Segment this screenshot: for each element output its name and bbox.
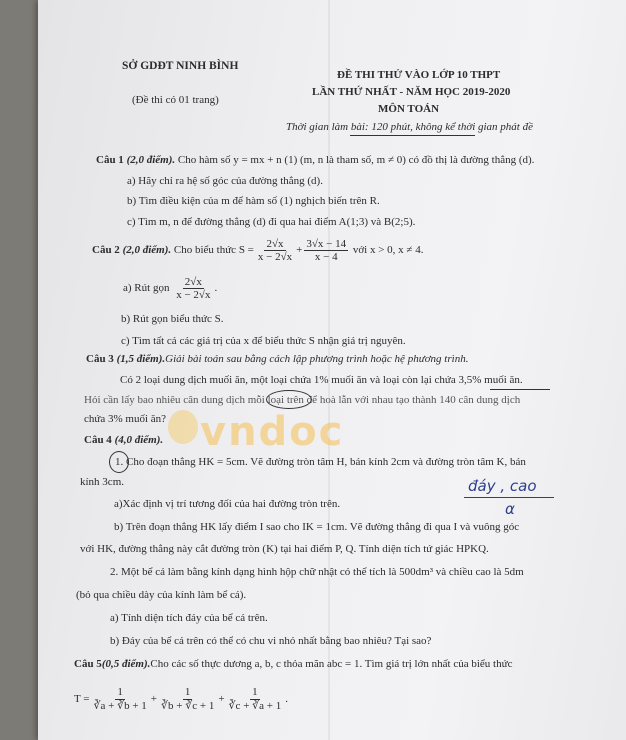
watermark: vndoc <box>200 409 345 455</box>
q4-p2a: a) Tính diện tích đáy của bể cá trên. <box>110 612 268 624</box>
q3-text: Câu 3 (1,5 điểm).Giải bài toán sau bằng cách lập phương trình hoặc hệ phương trình. <box>86 353 469 365</box>
q2-b: b) Rút gọn biểu thức S. <box>121 313 224 325</box>
q4-a: a)Xác định vị trí tương đối của hai đường tròn trên. <box>114 498 341 510</box>
q4-heading: Câu 4 (4,0 điểm). <box>84 434 164 446</box>
q4-p1: 1. Cho đoạn thẳng HK = 5cm. Vẽ đường tròn tâm H, bán kính 2cm và đường tròn tâm K, bán <box>115 456 526 468</box>
q4-p1b: kính 3cm. <box>80 476 124 488</box>
handwritten-fraction-bar <box>464 497 554 498</box>
q4-p2b: (bỏ qua chiều dày của kính làm bể cá). <box>76 589 247 601</box>
title-line2: LẦN THỨ NHẤT - NĂM HỌC 2019-2020 <box>312 86 511 98</box>
department: SỞ GDĐT NINH BÌNH <box>122 60 239 72</box>
q5-text: Câu 5(0,5 điểm).Cho các số thực dương a, b, c thỏa mãn abc = 1. Tìm giá trị lớn nhất của biểu thức <box>74 658 513 670</box>
q4-b2: với HK, đường thẳng này cắt đường tròn (K) tại hai điểm P, Q. Tính diện tích tứ giác HPKQ. <box>80 543 489 555</box>
title-line1: ĐỀ THI THỬ VÀO LỚP 10 THPT <box>337 69 501 81</box>
subject: MÔN TOÁN <box>378 103 440 115</box>
paper-fold <box>328 0 330 740</box>
pen-underline <box>490 389 550 390</box>
q1-a: a) Hãy chỉ ra hệ số góc của đường thẳng (d). <box>127 175 323 187</box>
pen-circle-annotation <box>266 390 312 409</box>
q1-text: Câu 1 (2,0 điểm). Cho hàm số y = mx + n (1) (m, n là tham số, m ≠ 0) có đồ thị là đường thẳng (d). <box>96 154 535 166</box>
q1-c: c) Tìm m, n để đường thẳng (d) đi qua hai điểm A(1;3) và B(2;5). <box>127 216 416 228</box>
time-underline <box>350 135 475 136</box>
q4-b1: b) Trên đoạn thẳng HK lấy điểm I sao cho IK = 1cm. Vẽ đường thẳng đi qua I và vuông góc <box>114 521 520 533</box>
q1-b: b) Tìm điều kiện của m để hàm số (1) nghịch biến trên R. <box>127 195 380 207</box>
q2-c: c) Tìm tất cả các giá trị của x để biểu thức S nhận giá trị nguyên. <box>121 335 406 347</box>
time-note: Thời gian làm bài: 120 phút, không kể thời gian phát đề <box>286 121 534 133</box>
q4-p2: 2. Một bể cá làm bằng kính dạng hình hộp chữ nhật có thể tích là 500dm³ và chiều cao là 5dm <box>110 566 524 578</box>
q2-a: a) Rút gọn $\frac{2√x}{x - 2√x}$ . <box>123 276 218 301</box>
q2-text: Câu 2 (2,0 điểm). Cho biểu thức S = $\frac{2√x}{x - 2√x}$ + $\frac{3√x - 14}{x - 4}$ với x > 0, x ≠ 4. <box>92 238 424 263</box>
handwritten-note-1: đáy , cao <box>468 477 537 495</box>
q3-p2: Hỏi cần lấy bao nhiêu cân dung dịch mỗi loại trên để hoà lẫn với nhau tạo thành 140 cân dung dịch <box>84 394 521 406</box>
exam-paper <box>38 0 626 740</box>
handwritten-note-2: α <box>505 500 515 518</box>
watermark-mascot <box>168 410 198 444</box>
q3-p3: chứa 3% muối ăn? <box>84 413 167 425</box>
q3-p1: Có 2 loại dung dịch muối ăn, một loại chứa 1% muối ăn và loại còn lại chứa 3,5% muối ăn. <box>120 374 523 386</box>
q4-p2c: b) Đáy của bể cá trên có thể có chu vi nhỏ nhất bằng bao nhiêu? Tại sao? <box>110 635 432 647</box>
page-note: (Đề thi có 01 trang) <box>132 94 219 106</box>
q5-formula: T = $\frac{1}{∛a + ∛b + 1}$ + $\frac{1}{∛b + ∛c + 1}$ + $\frac{1}{∛c + ∛a + 1}$ . <box>74 686 288 712</box>
